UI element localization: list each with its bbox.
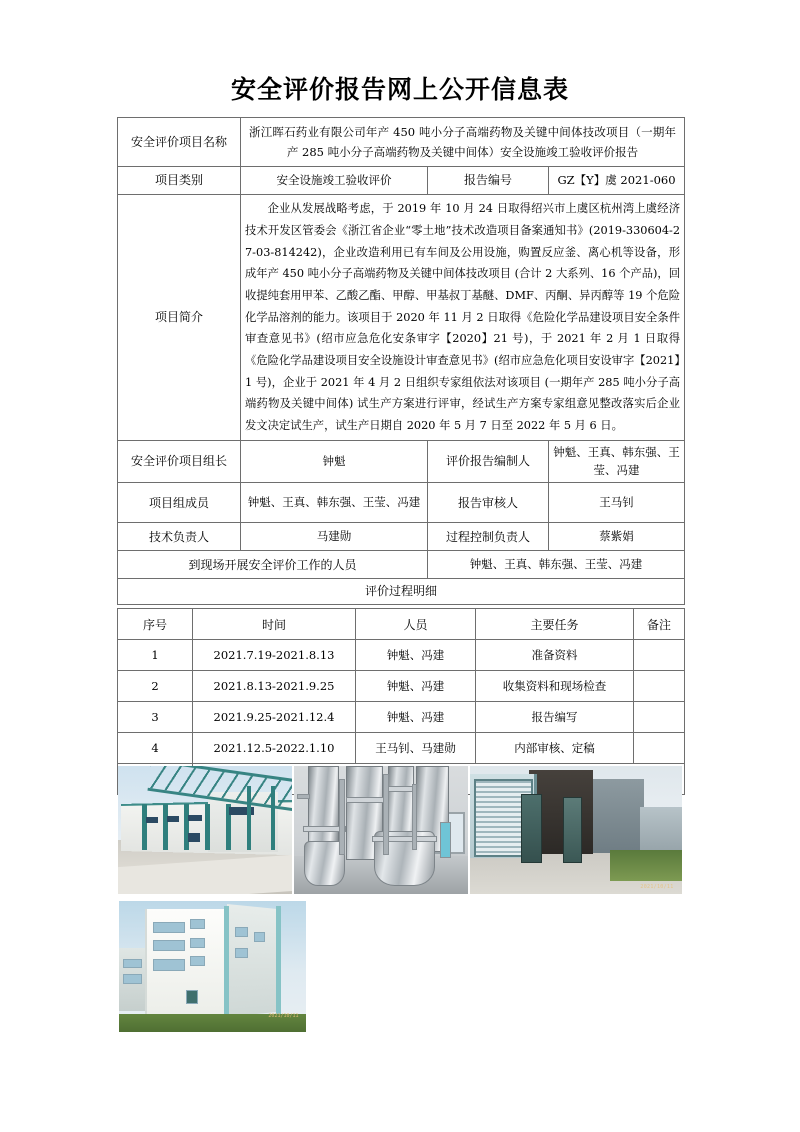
project-category-value: 安全设施竣工验收评价 xyxy=(241,167,428,195)
tech-lead-label: 技术负责人 xyxy=(118,523,241,551)
team-leader-value: 钟魁 xyxy=(241,440,428,483)
cell-task: 报告编写 xyxy=(476,702,634,733)
photo-adjacent-building xyxy=(593,779,644,853)
cell-time: 2021.9.25-2021.12.4 xyxy=(193,702,356,733)
process-control-label: 过程控制负责人 xyxy=(428,523,549,551)
warehouse-entrance-photo xyxy=(470,766,682,894)
report-no-value: GZ【Y】虞 2021-060 xyxy=(549,167,685,195)
team-leader-label: 安全评价项目组长 xyxy=(118,440,241,483)
cell-people: 钟魁、冯建 xyxy=(356,671,476,702)
project-info-table xyxy=(117,117,685,605)
team-members-value: 钟魁、王真、韩东强、王莹、冯建 xyxy=(241,483,428,523)
col-header-time: 时间 xyxy=(193,609,356,640)
report-no-label: 报告编号 xyxy=(428,167,549,195)
page-title: 安全评价报告网上公开信息表 xyxy=(230,75,569,104)
cell-no: 1 xyxy=(118,640,193,671)
table-row xyxy=(118,671,685,702)
process-table-header-row xyxy=(118,609,685,640)
table-row-project-name xyxy=(118,118,685,167)
col-header-no: 序号 xyxy=(118,609,193,640)
table-row-leader xyxy=(118,440,685,483)
project-intro-text: 企业从发展战略考虑，于 2019 年 10 月 24 日取得绍兴市上虞区杭州湾上虞经济技术开发区管委会《浙江省企业“零土地”技术改造项目备案通知书》(2019-330604-27-03-814242)，企业改造利用已有车间及公用设施，购置反应釜、离心机等设备，形成年产 450 吨小分子高端药物及关键中间体技改项目 (合计 2 大系列、16 个产品)，回收提纯套用甲苯、乙酸乙酯、甲醇、甲基叔丁基醚、DMF、丙酮、异丙醇等 19 个危险化学品溶剂的能力。该项目于 2020 年 11 月 2 日取得《危险化学品建设项目安全条件审查意见书》(绍市应急危化安条审字【2020】21 号)，于 2021 年 2 月 1 日取得《危险化学品建设项目安全设施设计审查意见书》(绍市应急危化项目安设审字【2021】1 号)，企业于 2021 年 4 月 2 日组织专家组依法对该项目 (一期年产 285 吨小分子高端药物及关键中间体) 试生产方案进行评审，经试生产方案专家组意见整改落实后企业发文决定试生产，试生产日期自 2020 年 5 月 7 日至 2022 年 5 月 6 日。 xyxy=(245,202,681,433)
col-header-task: 主要任务 xyxy=(476,609,634,640)
project-category-label: 项目类别 xyxy=(118,167,241,195)
report-author-value: 钟魁、王真、韩东强、王莹、冯建 xyxy=(549,440,685,483)
cell-remark xyxy=(634,702,685,733)
cell-remark xyxy=(634,733,685,764)
table-row xyxy=(118,702,685,733)
table-row-onsite-staff xyxy=(118,551,685,579)
photo-timestamp: 2021/10/11 xyxy=(268,1012,299,1019)
cell-people: 王马钊、马建勋 xyxy=(356,733,476,764)
photo-timestamp: 2021/10/11 xyxy=(640,884,674,891)
cell-time: 2021.8.13-2021.9.25 xyxy=(193,671,356,702)
table-row-tech-lead xyxy=(118,523,685,551)
cell-no: 4 xyxy=(118,733,193,764)
office-building-photo xyxy=(119,901,306,1032)
report-reviewer-value: 王马钊 xyxy=(549,483,685,523)
cell-task: 内部审核、定稿 xyxy=(476,733,634,764)
reactor-equipment-photo xyxy=(294,766,468,894)
cell-time: 2021.12.5-2022.1.10 xyxy=(193,733,356,764)
col-header-remark: 备注 xyxy=(634,609,685,640)
table-row-members xyxy=(118,483,685,523)
table-row xyxy=(118,640,685,671)
onsite-staff-label: 到现场开展安全评价工作的人员 xyxy=(118,551,428,579)
cell-people: 钟魁、冯建 xyxy=(356,640,476,671)
report-reviewer-label: 报告审核人 xyxy=(428,483,549,523)
photo-open-door-right xyxy=(563,797,582,863)
table-row-process-section xyxy=(118,579,685,605)
cell-no: 3 xyxy=(118,702,193,733)
process-section-label: 评价过程明细 xyxy=(118,579,685,605)
project-intro-value xyxy=(241,195,685,441)
table-row-category xyxy=(118,167,685,195)
cell-remark xyxy=(634,671,685,702)
tech-lead-value: 马建勋 xyxy=(241,523,428,551)
photo-building-side-wing xyxy=(227,904,277,1017)
col-header-people: 人员 xyxy=(356,609,476,640)
project-name-value: 浙江晖石药业有限公司年产 450 吨小分子高端药物及关键中间体技改项目（一期年产 285 吨小分子高端药物及关键中间体）安全设施竣工验收评价报告 xyxy=(241,118,685,167)
report-author-label: 评价报告编制人 xyxy=(428,440,549,483)
photo-open-door-left xyxy=(521,794,542,863)
photo-grass xyxy=(610,850,682,881)
project-name-label: 安全评价项目名称 xyxy=(118,118,241,167)
cell-task: 准备资料 xyxy=(476,640,634,671)
photo-far-building xyxy=(640,807,682,851)
cell-no: 2 xyxy=(118,671,193,702)
cell-people: 钟魁、冯建 xyxy=(356,702,476,733)
table-row-intro xyxy=(118,195,685,441)
cell-remark xyxy=(634,640,685,671)
cell-time: 2021.7.19-2021.8.13 xyxy=(193,640,356,671)
onsite-staff-value: 钟魁、王真、韩东强、王莹、冯建 xyxy=(428,551,685,579)
process-control-value: 蔡紫娟 xyxy=(549,523,685,551)
team-members-label: 项目组成员 xyxy=(118,483,241,523)
project-intro-label: 项目简介 xyxy=(118,195,241,441)
table-row xyxy=(118,733,685,764)
workshop-exterior-photo xyxy=(118,766,292,894)
cell-task: 收集资料和现场检查 xyxy=(476,671,634,702)
